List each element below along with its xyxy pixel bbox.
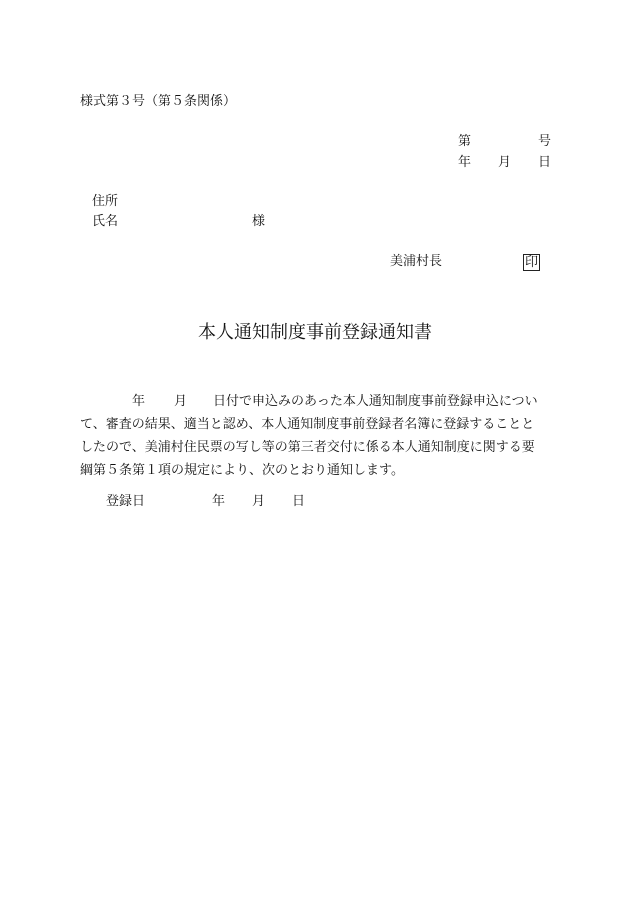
body-line-3: したので、美浦村住民票の写し等の第三者交付に係る本人通知制度に関する要 (80, 440, 535, 455)
doc-date-day: 日 (538, 155, 552, 170)
doc-date-year: 年 (458, 155, 472, 170)
registration-month: 月 (252, 494, 266, 509)
body-line-1 (80, 390, 550, 413)
document-title: 本人通知制度事前登録通知書 (198, 322, 432, 343)
honorific: 様 (252, 214, 266, 229)
body-year: 年 (132, 394, 146, 409)
seal-label: 印 (525, 255, 539, 270)
seal-mark (523, 254, 540, 271)
address-label: 住所 (92, 194, 119, 209)
registration-year: 年 (212, 494, 226, 509)
registration-label: 登録日 (106, 494, 146, 509)
doc-number-prefix: 第 (458, 134, 472, 149)
form-label: 様式第３号（第５条関係） (80, 94, 237, 109)
body-line-4: 綱第５条第１項の規定により、次のとおり通知します。 (80, 463, 404, 478)
registration-day: 日 (292, 494, 306, 509)
doc-number-suffix: 号 (538, 134, 552, 149)
body-month: 月 (174, 394, 188, 409)
body-line-2: て、審査の結果、適当と認め、本人通知制度事前登録者名簿に登録することと (80, 417, 535, 432)
doc-date-month: 月 (498, 155, 512, 170)
name-label: 氏名 (92, 214, 119, 229)
issuer-title: 美浦村長 (390, 254, 443, 269)
body-paragraph (80, 390, 550, 482)
body-line-1-text: 日付で申込みのあった本人通知制度事前登録申込につい (213, 394, 538, 409)
